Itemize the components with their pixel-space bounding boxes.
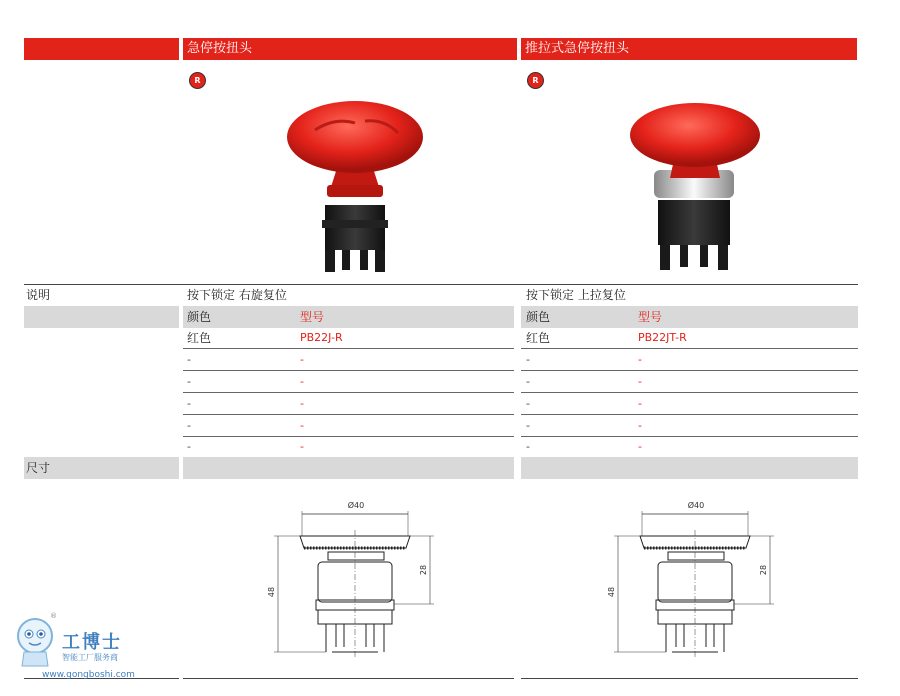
table-row-color: - bbox=[526, 397, 530, 410]
table-row-model: - bbox=[300, 353, 304, 366]
bottom-rule-col2 bbox=[521, 678, 858, 679]
table-row-color: - bbox=[526, 419, 530, 432]
dimension-drawing-2 bbox=[600, 492, 800, 662]
column-1-header-model: 型号 bbox=[300, 310, 325, 324]
diameter-label: Ø40 bbox=[687, 501, 705, 510]
row-divider bbox=[521, 348, 858, 349]
table-row-model: - bbox=[638, 397, 642, 410]
dimension-drawing-1 bbox=[260, 492, 460, 662]
left-header-bar bbox=[24, 38, 179, 60]
row-divider bbox=[521, 392, 858, 393]
watermark-url: www.gongboshi.com bbox=[42, 670, 135, 680]
height-upper-label: 28 bbox=[759, 564, 768, 576]
table-row-model: - bbox=[638, 419, 642, 432]
table-row-color: - bbox=[526, 375, 530, 388]
watermark bbox=[8, 612, 158, 692]
table-row-color: - bbox=[187, 440, 191, 453]
height-total-label: 48 bbox=[607, 586, 616, 598]
column-2-header-color: 颜色 bbox=[526, 310, 551, 324]
left-gray-band bbox=[24, 306, 179, 328]
product-image-twist-release bbox=[280, 95, 430, 275]
table-row-model: - bbox=[638, 353, 642, 366]
row-divider bbox=[521, 370, 858, 371]
column-2-description: 按下锁定 上拉复位 bbox=[526, 288, 626, 302]
column-1-dimensions-band bbox=[183, 457, 514, 479]
registered-badge-2: R bbox=[527, 72, 544, 89]
bottom-rule-col1 bbox=[183, 678, 514, 679]
table-row-color: 红色 bbox=[526, 331, 551, 345]
table-row-color: - bbox=[526, 440, 530, 453]
table-row-model: PB22J-R bbox=[300, 331, 343, 344]
table-row-color: - bbox=[526, 353, 530, 366]
table-row-model: - bbox=[638, 375, 642, 388]
table-row-model: - bbox=[300, 440, 304, 453]
height-upper-label: 28 bbox=[419, 564, 428, 576]
column-2-header-model: 型号 bbox=[638, 310, 663, 324]
table-row-color: 红色 bbox=[187, 331, 212, 345]
row-divider bbox=[183, 392, 514, 393]
column-1-title: 急停按扭头 bbox=[183, 38, 517, 60]
description-label: 说明 bbox=[26, 288, 51, 302]
height-total-label: 48 bbox=[267, 586, 276, 598]
row-divider bbox=[183, 348, 514, 349]
table-row-color: - bbox=[187, 397, 191, 410]
row-divider bbox=[521, 414, 858, 415]
table-row-model: PB22JT-R bbox=[638, 331, 687, 344]
row-divider bbox=[521, 436, 858, 437]
watermark-brand: 工博士 bbox=[62, 632, 122, 653]
table-row-model: - bbox=[638, 440, 642, 453]
table-row-model: - bbox=[300, 375, 304, 388]
row-divider bbox=[183, 414, 514, 415]
product-image-push-pull bbox=[620, 100, 770, 275]
table-row-color: - bbox=[187, 419, 191, 432]
table-top-rule bbox=[24, 284, 858, 285]
row-divider bbox=[183, 436, 514, 437]
row-divider bbox=[183, 370, 514, 371]
column-2-title: 推拉式急停按扭头 bbox=[521, 38, 857, 60]
registered-badge-1: R bbox=[189, 72, 206, 89]
watermark-registered: ® bbox=[50, 612, 57, 620]
table-row-model: - bbox=[300, 419, 304, 432]
watermark-tagline: 智能工厂服务商 bbox=[62, 653, 118, 662]
table-row-color: - bbox=[187, 353, 191, 366]
column-1-description: 按下锁定 右旋复位 bbox=[187, 288, 287, 302]
mascot-icon bbox=[10, 614, 60, 669]
diameter-label: Ø40 bbox=[347, 501, 365, 510]
column-gap bbox=[514, 306, 521, 328]
table-row-model: - bbox=[300, 397, 304, 410]
table-row-color: - bbox=[187, 375, 191, 388]
column-1-header-color: 颜色 bbox=[187, 310, 212, 324]
column-2-dimensions-band bbox=[521, 457, 858, 479]
dimensions-label: 尺寸 bbox=[26, 461, 51, 475]
